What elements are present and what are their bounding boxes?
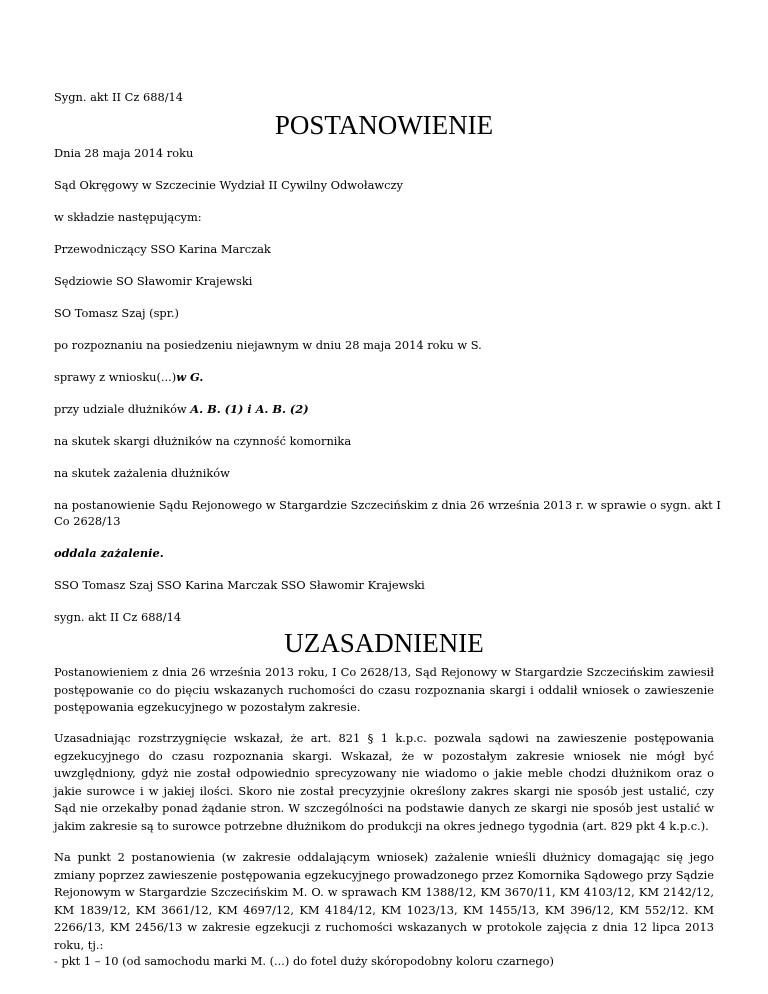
case-signature: Sygn. akt II Cz 688/14 [54,90,184,104]
case-signature-second: sygn. akt II Cz 688/14 [54,610,182,624]
debtors-prefix: przy udziale dłużników [54,402,191,416]
decision-reference-line2: Co 2628/13 [54,514,121,528]
list-item: - pkt 1 – 10 (od samochodu marki M. (...) do fotel duży skóropodobny koloru czarnego) [54,954,554,968]
hearing-info: po rozpoznaniu na posiedzeniu niejawnym w dniu 28 maja 2014 roku w S. [54,338,482,352]
justification-paragraph-3: Na punkt 2 postanowienia (w zakresie oddalającym wniosek) zażalenie wnieśli dłużnicy domagając się jego zmiany poprzez zawieszenie postępowania egzekucyjnego prowadzonego przez Komornika Sądowego przy Sądzie Rejonowym w Stargardzie Szczecińskim M. O. w sprawach KM 1388/12, KM 3670/11, KM 4103/12, KM 2142/12, KM 1839/12, KM 3661/12, KM 4697/12, KM 4184/12, KM 1023/13, KM 1455/13, KM 396/12, KM 552/12. KM 2266/13, KM 2456/13 w zakresie egzekucji z ruchomości wskazanych w protokole zajęcia z dnia 12 lipca 2013 roku, tj.: [54,850,714,952]
case-prefix: sprawy z wniosku(...) [54,370,177,384]
ruling [54,546,164,561]
case-info [54,370,203,385]
page-title: POSTANOWIENIE [274,110,494,140]
court-name: Sąd Okręgowy w Szczecinie Wydział II Cywilny Odwoławczy [54,178,403,192]
signatories: SSO Tomasz Szaj SSO Karina Marczak SSO Sławomir Krajewski [54,578,425,592]
justification-paragraph-2: Uzasadniając rozstrzygnięcie wskazał, że art. 821 § 1 k.p.c. pozwala sądowi na zawieszenie postępowania egzekucyjnego do czasu rozpoznania skargi. Wskazał, że w pozostałym zakresie wniosek nie mógł być uwzględniony, gdyż nie został odpowiednio sprecyzowany nie wiadomo o jakie meble chodzi dłużnikom oraz o jakie surowce i w jakiej ilości. Skoro nie został precyzyjnie określony zakres skargi nie sposób jest ustalić, czy Sąd nie orzekałby ponad żądanie stron. W szczególności na podstawie danych ze skargi nie sposób jest ustalić w jakim zakresie są to surowce potrzebne dłużnikom do produkcji na okres jednego tygodnia (art. 829 pkt 4 k.p.c.). [54,731,714,833]
complaint-info: na skutek skargi dłużników na czynność komornika [54,434,352,448]
justification-title: UZASADNIENIE [284,628,484,658]
ruling-text: oddala zażalenie. [54,546,164,560]
decision-date: Dnia 28 maja 2014 roku [54,146,194,160]
judges: Sędziowie SO Sławomir Krajewski [54,274,253,288]
composition-intro: w składzie następującym: [54,210,202,224]
appeal-info: na skutek zażalenia dłużników [54,466,230,480]
decision-reference-line1: na postanowienie Sądu Rejonowego w Stargardzie Szczecińskim z dnia 26 września 2013 r. w sprawie o sygn. akt I [54,498,721,512]
presiding-judge: Przewodniczący SSO Karina Marczak [54,242,271,256]
judge-rapporteur: SO Tomasz Szaj (spr.) [54,306,179,320]
debtors-info [54,402,309,417]
debtors-names: A. B. (1) i A. B. (2) [190,402,309,416]
case-party: w G. [176,370,204,384]
justification-paragraph-1: Postanowieniem z dnia 26 września 2013 roku, I Co 2628/13, Sąd Rejonowy w Stargardzie Szczecińskim zawiesił postępowanie co do pięciu wskazanych ruchomości do czasu rozpoznania skargi i oddalił wniosek o zawieszenie postępowania egzekucyjnego w pozostałym zakresie. [54,665,714,714]
